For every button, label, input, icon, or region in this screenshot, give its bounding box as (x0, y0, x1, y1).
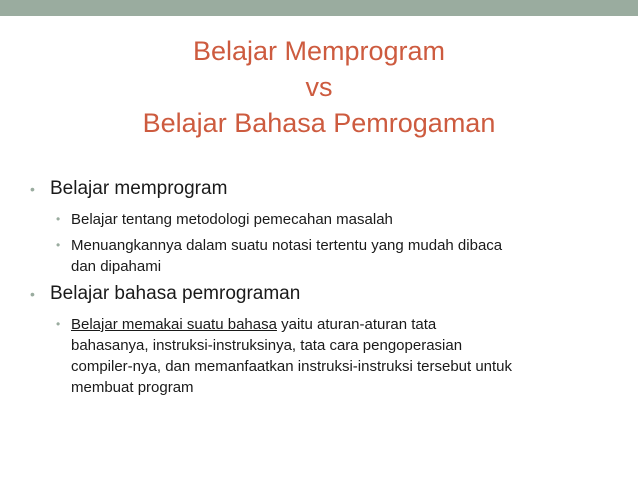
top-accent-bar (0, 0, 638, 16)
bullet-item-2-text: Belajar bahasa pemrograman (50, 283, 301, 304)
title-line-1: Belajar Memprogram (192, 36, 446, 66)
bullet-item-1-text: Belajar memprogram (50, 178, 228, 199)
title-line-3: Belajar Bahasa Pemrogaman (142, 108, 496, 138)
bullet-item-1 (28, 177, 618, 201)
title-line-2: vs (305, 72, 333, 102)
sub-bullet-2-1-line-3: compiler-nya, dan memanfaatkan instruksi-instruksi tersebut untuk (71, 358, 513, 375)
bullet-dot: • (56, 212, 61, 226)
sub-bullet-1-2-line-2: dan dipahami (71, 258, 162, 275)
underlined-phrase: Belajar memakai suatu bahasa (71, 316, 277, 333)
sub-bullet-2-1-line-1-rest: yaitu aturan-aturan tata (276, 316, 437, 333)
sub-bullet-2-1 (28, 314, 618, 398)
sub-bullet-1-2-line-1: Menuangkannya dalam suatu notasi tertentu yang mudah dibaca (71, 237, 503, 254)
bullet-dot: • (56, 317, 61, 331)
sub-bullet-1-2 (28, 235, 618, 277)
sub-bullet-1-1-text: Belajar tentang metodologi pemecahan masalah (71, 211, 393, 228)
sub-bullet-2-1-line-4: membuat program (71, 379, 194, 396)
bullet-dot: • (56, 238, 61, 252)
bullet-dot: • (30, 286, 35, 302)
slide-body (28, 177, 618, 403)
slide-title (0, 33, 638, 141)
sub-bullet-2-1-line-2: bahasanya, instruksi-instruksinya, tata cara pengoperasian (71, 337, 463, 354)
bullet-dot: • (30, 181, 35, 197)
sub-bullet-1-1 (28, 209, 618, 230)
bullet-item-2 (28, 282, 618, 306)
